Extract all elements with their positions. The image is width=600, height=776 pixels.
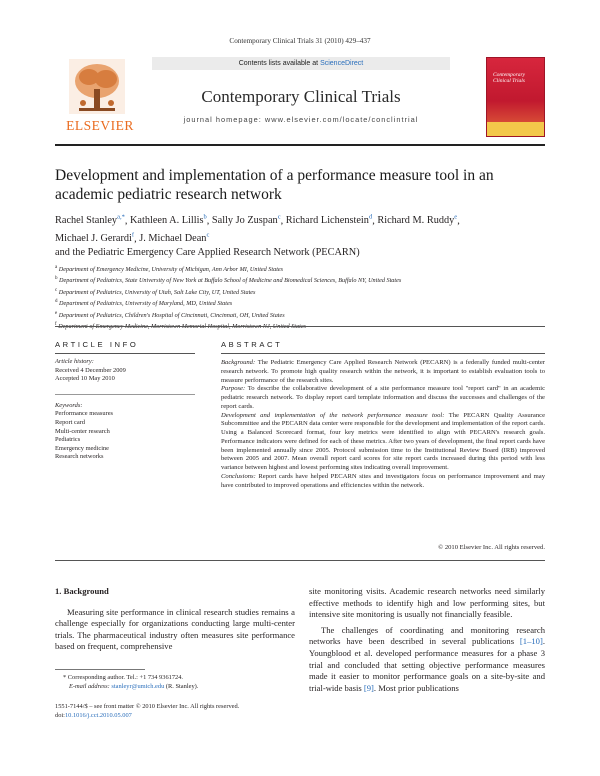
abstract-rule [221,353,545,354]
issn-block [55,703,315,720]
section-title: 1. Background [55,586,109,596]
body-right-column [309,586,545,694]
author[interactable]: Rachel Stanley$^{a,*}$ [55,214,125,227]
abstract-paragraph: Development and implementation of the network performance measure tool: The PECARN Quality Assurance Subcommittee and the PECARN data center were responsible for the development and implementation of the report cards. Using a Balanced Scorecard format, four key metrics were identified to align with PECARN's research goals. Performance indicators were defined for each of these metrics. After two years of development, the final report cards have been implemented annually since 2005. Protocol submission time to the Institutional Review Board (IRB) improved between 2005 and 2007. Mean overall report card scores for site report cards increased during this period with less variance between highest and lowest performing sites indicating overall improvement. [221,411,545,471]
citation-link[interactable]: [1–10] [519,636,543,647]
author[interactable]: Michael J. Gerardi$^f$ [55,231,135,245]
contents-bar [152,57,450,70]
journal-title: Contemporary Clinical Trials [201,87,401,106]
cover-band [487,122,544,136]
homepage-link[interactable]: www.elsevier.com/locate/conclintrial [264,115,419,124]
history-label: Article history: [55,358,94,365]
email-line: E-mail address: stanleyr@umich.edu (R. Stanley). [69,682,199,690]
affiliation: $^a$ Department of Emergency Medicine, University of Michigan, Ann Arbor MI, United States [55,265,284,274]
abstract-body [221,359,545,490]
keywords-label: Keywords: [55,401,83,409]
abstract-paragraph: Background: The Pediatric Emergency Care Applied Research Network (PECARN) is a federally funded multi-center research network. To promote high quality research within the network, it is important to establish evaluation tools to measure performance of the research sites. [221,359,545,384]
masthead-rule [55,144,545,146]
article-info-heading: ARTICLE INFO [55,340,139,349]
abstract-paragraph: Conclusions: Report cards have helped PECARN sites and investigators focus on performance improvement and may have contributed to improved operations and efficiencies within the network. [221,472,545,489]
author[interactable]: J. Michael Dean$^c$ [139,231,210,245]
keyword: Performance measures [55,410,114,418]
article-title: Development and implementation of a performance measure tool in an academic pediatric research network [55,167,494,203]
doi-line: doi:10.1016/j.cct.2010.05.007 [55,711,132,719]
affiliations-rule [55,326,545,327]
journal-banner [152,57,450,137]
elsevier-logo [55,57,145,137]
affiliation: $^d$ Department of Pediatrics, University of Maryland, MD, United States [55,299,233,308]
homepage-prefix: journal homepage: [183,115,265,124]
author[interactable]: Richard Lichenstein$^d$ [285,214,373,227]
abstract-paragraph: Purpose: To describe the collaborative development of a site performance measure tool "report card" in an academic pediatric research network. To display report card template information and discuss the successes and challenges of the report cards. [221,385,545,410]
body-paragraph: The challenges of coordinating and monitoring research networks have been described in several publications [1–10]. Youngblood et al. developed performance measures for a phase 3 trial and concluded that setting objective performance measures made it easier to monitor performance goals on a site-by-site and trial-wide basis [9]. Most prior publications [309,624,545,693]
accepted-date: Accepted 10 May 2010 [55,375,115,383]
affiliation: $^c$ Department of Pediatrics, University of Utah, Salt Lake City, UT, United States [55,287,256,296]
article-info [55,358,195,462]
keyword: Report card [55,418,85,426]
journal-reference: Contemporary Clinical Trials 31 (2010) 429–437 [229,37,371,45]
contents-prefix: Contents lists available at [238,60,321,67]
affiliation: f [55,322,57,328]
author[interactable]: Sally Jo Zuspan$^c$ [211,214,281,227]
article-info-rule [55,353,195,354]
body-left-column [55,586,295,653]
email-link[interactable]: stanleyr@umich.edu [111,682,165,690]
sciencedirect-link[interactable]: ScienceDirect [320,60,364,67]
affiliation: $^e$ Department of Pediatrics, Children's Hospital of Cincinnati, Cincinnati, OH, United States [55,310,285,319]
issn-line: 1551-7144/$ – see front matter © 2010 Elsevier Inc. All rights reserved. [55,703,240,710]
masthead [55,57,545,137]
affiliations [55,263,555,332]
journal-homepage [152,115,450,124]
corresponding-author: * Corresponding author. Tel.: +1 734 9361724. [63,674,184,681]
received-date: Received 4 December 2009 [55,366,126,374]
citation-link[interactable]: [9] [363,682,374,693]
elsevier-tree-icon [69,59,125,114]
body-paragraph: Measuring site performance in clinical research studies remains a challenge especially for organizations conducting large multi-center trials. The pharmaceutical industry often measures site performance based on frequent, comprehensive [55,606,295,652]
abstract-end-rule [55,560,545,561]
footnote-rule [55,669,145,670]
keyword: Emergency medicine [55,444,110,452]
journal-cover-image [486,57,545,137]
author[interactable]: Richard M. Ruddy$^e$ [377,214,458,227]
history-divider [55,392,195,395]
abstract-copyright: © 2010 Elsevier Inc. All rights reserved. [438,544,545,551]
group-author: and the Pediatric Emergency Care Applied Research Network (PECARN) [55,247,360,259]
affiliation: $^b$ Department of Pediatrics, State University of New York at Buffalo School of Medicine and Biomedical Sciences, Buffalo NY, United States [55,276,402,285]
publisher-name: ELSEVIER [66,118,134,133]
body-paragraph: site monitoring visits. Academic research networks need similarly effective methods to identify high and low performing sites, but intensive site monitoring is usually not financially feasible. [309,586,545,620]
keyword: Multi-center research [55,427,110,435]
keyword: Research networks [55,453,104,461]
keyword: Pediatrics [55,436,81,444]
author[interactable]: Kathleen A. Lillis$^b$ [129,214,207,227]
doi-link[interactable]: 10.1016/j.cct.2010.05.007 [64,711,132,719]
abstract-heading: ABSTRACT [221,340,283,349]
cover-title: Contemporary Clinical Trials [493,72,526,84]
footnote [55,674,295,691]
author-list: Rachel Stanley$^{a,*}$, Kathleen A. Lillis$^b$, Sally Jo Zuspan$^c$, Richard Lichenstein$^d$, Richard M. Ruddy$^e$, Michael J. Gerardi$^f$, J. Michael Dean$^c$ and the Pediatric Emergency Care Applied Research Network (PECARN) [55,214,460,259]
